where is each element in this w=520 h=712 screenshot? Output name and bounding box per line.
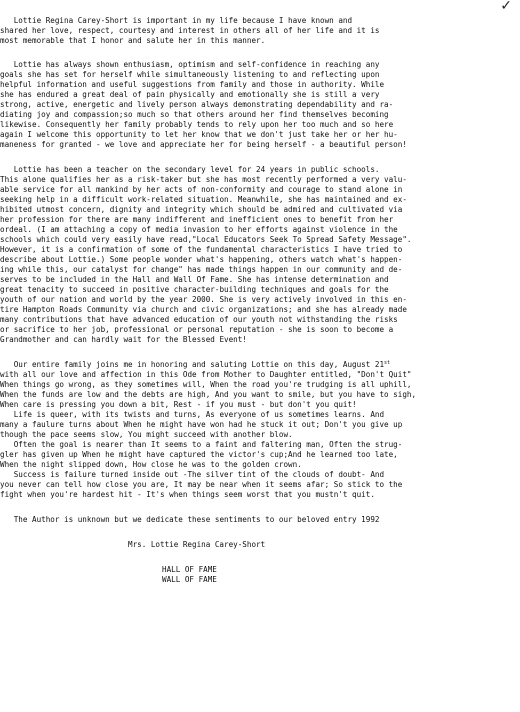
text-line: you never can tell how close you are, It may be near when it seems afar; So stick to the [0,480,403,489]
text-line: Our entire family joins me in honoring and saluting Lottie on this day, August 21st [0,360,391,369]
text-line: describe about Lottie.) Some people wonder what's happening, others watch what's happen- [0,255,403,264]
footer-line: HALL OF FAME [162,565,217,574]
text-line: This alone qualifies her as a risk-taker but she has most recently performed a very valu- [0,175,407,184]
text-line: likewise. Consequently her family probably tends to rely upon her too much and so here [0,120,394,129]
text-line: Grandmother and can hardly wait for the Blessed Event! [0,335,247,344]
text-line: fight when you're hardest hit - It's when things seem worst that you mustn't quit. [0,490,375,499]
text-line: ing while this, our catalyst for change" has made things happen in our community and de- [0,265,403,274]
text-line: strong, active, energetic and lively person always demonstrating dependability and ra- [0,100,394,109]
text-line: youth of our nation and world by the year 2000. She is very actively involved in this en- [0,295,407,304]
text-line: Lottie has always shown enthusiasm, optimism and self-confidence in reaching any [0,60,380,69]
text-line: though the pace seems slow, You might succeed with another blow. [0,430,293,439]
text-line: again I welcome this opportunity to let her know that we don't just take her or her hu- [0,130,398,139]
text-line: The Author is unknown but we dedicate these sentiments to our beloved entry 1992 [0,515,380,524]
signature: Mrs. Lottie Regina Carey-Short [128,540,266,549]
text-line: able service for all mankind by her acts of non-conformity and courage to stand alone in [0,185,403,194]
text-line: When the night slipped down, How close he was to the golden crown. [0,460,302,469]
text-line: or sacrifice to her job, professional or personal reputation - she is soon to become a [0,325,394,334]
text-line: seeking help in a difficult work-related situation. Meanwhile, she has maintained and ex- [0,195,407,204]
text-line: great tenacity to succeed in positive character-building techniques and goals for the [0,285,389,294]
text-line: Success is failure turned inside out -The silver tint of the clouds of doubt- And [0,470,385,479]
text-line: with all our love and affection in this Ode from Mother to Daughter entitled, "Don't Quit" [0,370,412,379]
text-line: helpful information and useful suggestions from family and those in authority. While [0,80,385,89]
text-line: Life is queer, with its twists and turns, As everyone of us sometimes learns. And [0,410,385,419]
text-line: Often the goal is nearer than It seems to a faint and faltering man, Often the strug- [0,440,403,449]
text-line: When things go wrong, as they sometimes will, When the road you're trudging is all uphill, [0,380,412,389]
text-line: Lottie has been a teacher on the secondary level for 24 years in public schools. [0,165,380,174]
text-line: schools which could very easily have read,"Local Educators Seek To Spread Safety Message". [0,235,412,244]
text-line: When care is pressing you down a bit, Rest - if you must - but don't you quit! [0,400,357,409]
text-line: gler has given up When he might have captured the victor's cup;And he learned too late, [0,450,398,459]
check-mark: ✓ [500,0,512,14]
text-line: When the funds are low and the debts are high, And you want to smile, but you have to sigh, [0,390,417,399]
text-line: many contributions that have advanced education of our youth not withstanding the risks [0,315,398,324]
text-line: Lottie Regina Carey-Short is important in my life because I have known and [0,16,353,25]
text-line: diating joy and compassion;so much so that others around her find themselves becoming [0,110,389,119]
text-line: her profession for there are many indifferent and inefficient ones to benefit from her [0,215,394,224]
footer-line: WALL OF FAME [162,575,217,584]
text-line: she has endured a great deal of pain physically and emotionally she is still a very [0,90,380,99]
text-line: shared her love, respect, courtesy and interest in others all of her life and it is [0,26,380,35]
text-line: serves to be included in the Hall and Wall Of Fame. She has intense determination and [0,275,389,284]
text-line: However, it is a confirmation of some of the fundamental characteristics I have tried to [0,245,403,254]
text-line: ordeal. (I am attaching a copy of media invasion to her efforts against violence in the [0,225,398,234]
text-line: most memorable that I honor and salute her in this manner. [0,36,266,45]
text-line: tire Hampton Roads Community via church and civic organizations; and she has already made [0,305,407,314]
text-line: goals she has set for herself while simultaneously listening to and reflecting upon [0,70,380,79]
text-line: maneness for granted - we love and appreciate her for being herself - a beautiful person! [0,140,407,149]
text-line: many a faulure turns about When he might have won had he stuck it out; Don't you give up [0,420,403,429]
text-line: hibited utmost concern, dignity and integrity which should be admired and cultivated via [0,205,403,214]
